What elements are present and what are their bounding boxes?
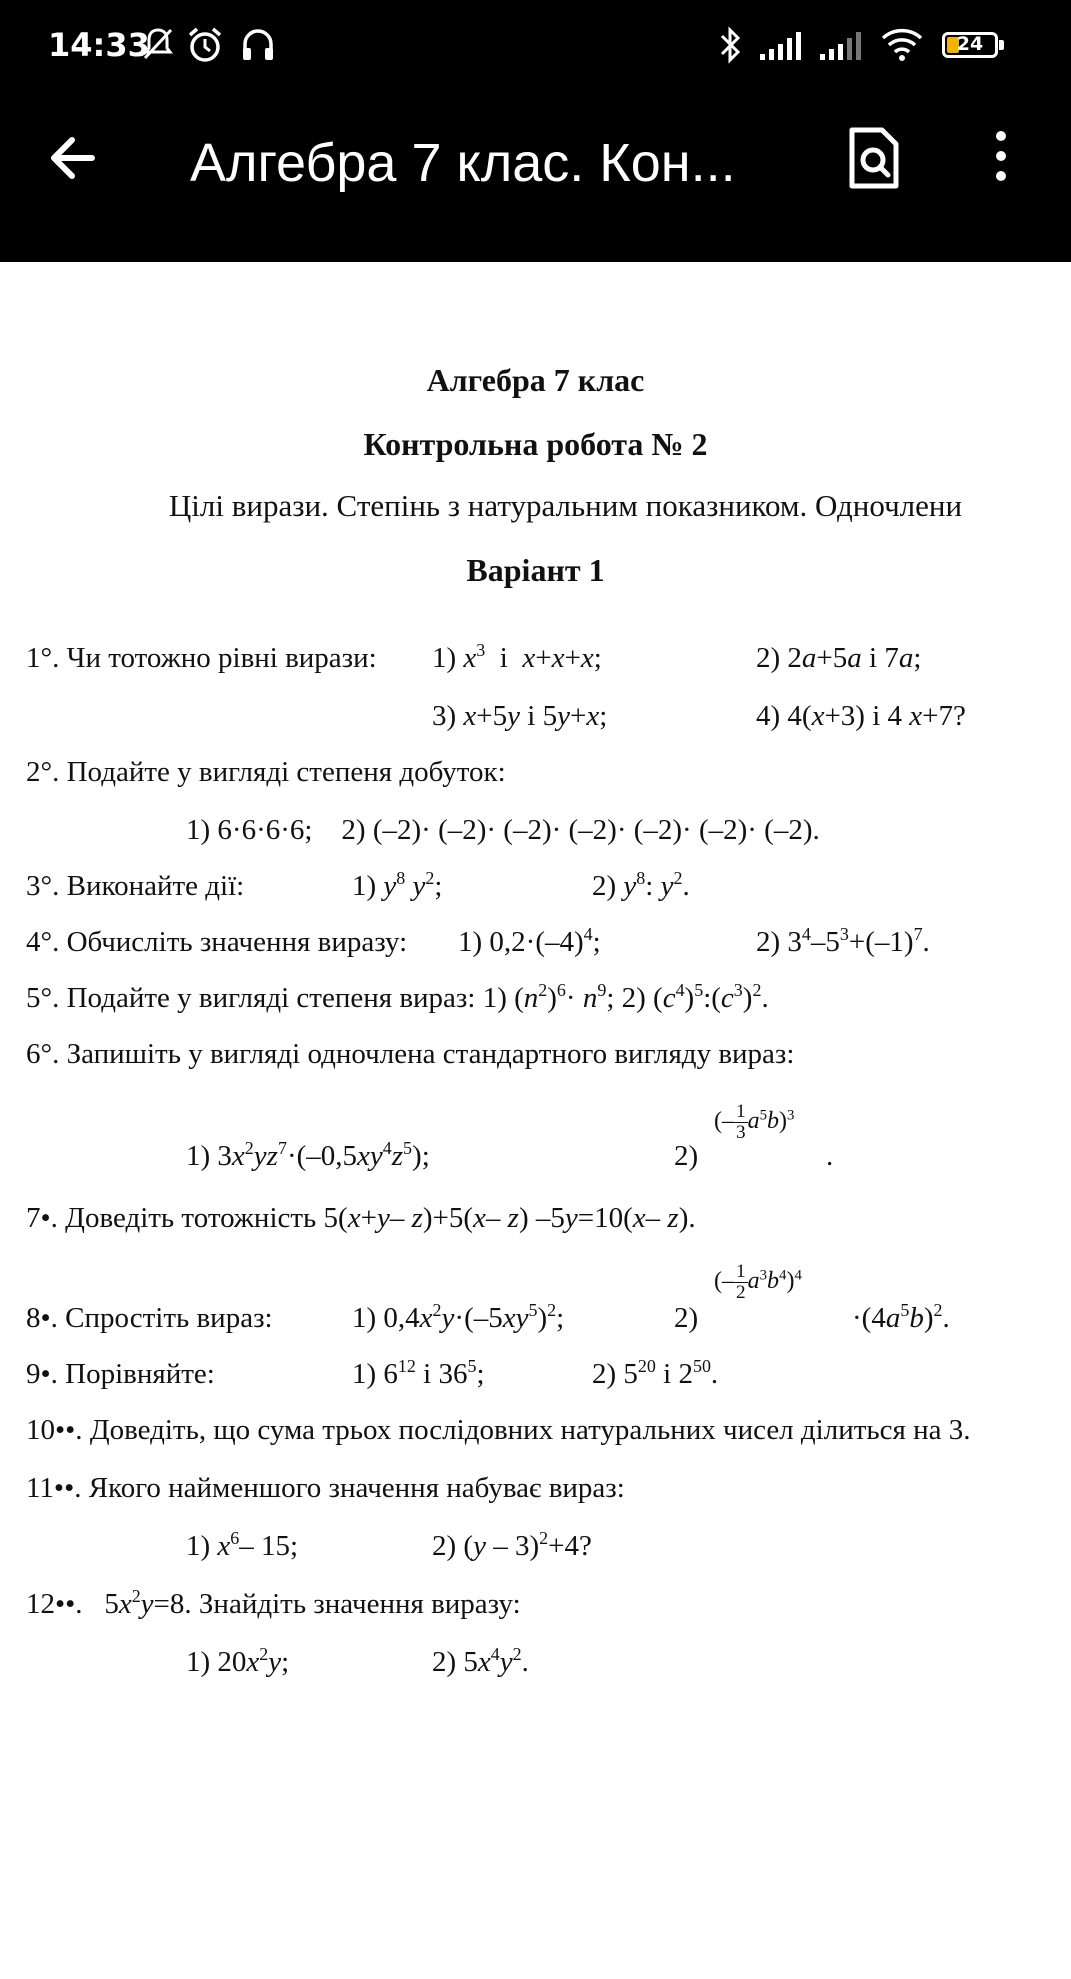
task-8: 8•. Спростіть вираз: <box>26 1302 273 1334</box>
task-11-item-1: 1) $x^6-$ 15; <box>186 1528 299 1562</box>
task-6-item-1: 1) $3x^2yz^7\cdot(-0,5xy^4z^5)$; <box>186 1138 430 1172</box>
task-12-item-1: 1) $20x^2y$; <box>186 1644 290 1678</box>
task-1-item-4: 4) 4(x+3) і 4 x+7? <box>756 700 966 732</box>
more-vert-icon[interactable] <box>986 126 1016 186</box>
alarm-icon <box>186 26 224 64</box>
task-12: 12••. $5x^2y=8$. Знайдіть значення виразу: <box>26 1586 521 1620</box>
top-bar <box>0 0 1071 262</box>
back-arrow-icon[interactable] <box>44 128 104 188</box>
task-6-item-2-expr: (– $\frac{1}{3}$ $a^5b)^3$ <box>714 1101 795 1144</box>
task-9-item-1: 1) $6^{12}$ і $36^5$; <box>352 1356 485 1390</box>
task-3-item-2: 2) $y^8$: $y^2$. <box>592 868 690 902</box>
task-6: 6°. Запишіть у вигляді одночлена стандартного вигляду вираз: <box>26 1038 795 1070</box>
task-3-item-1: 1) $y^8$ $y^2$; <box>352 868 443 902</box>
task-1-item-1: 1) $x^3$ і x+x+x; <box>432 640 602 674</box>
task-1: 1°. Чи тотожно рівні вирази: <box>26 642 377 674</box>
task-4: 4°. Обчисліть значення виразу: <box>26 926 408 958</box>
task-3: 3°. Виконайте дії: <box>26 870 245 902</box>
task-8-item-2-label: 2) <box>674 1302 699 1334</box>
battery-level: 24 <box>956 33 984 55</box>
headphones-icon <box>240 26 276 62</box>
task-2: 2°. Подайте у вигляді степеня добуток: <box>26 756 506 788</box>
mute-bell-icon <box>140 26 176 62</box>
wifi-icon <box>880 26 924 62</box>
heading-title: Алгебра 7 клас <box>426 362 645 398</box>
signal-icon <box>758 30 806 62</box>
task-4-item-2: 2) $3^4-5^3+(-1)^7$. <box>756 924 930 958</box>
task-10: 10••. Доведіть, що сума трьох послідовних натуральних чисел ділиться на 3. <box>26 1414 971 1446</box>
task-1-item-2: 2) 2a+5a і 7a; <box>756 642 922 674</box>
task-7: 7•. Доведіть тотожність 5(x+y– z)+5(x– z) –5y=10(x– z). <box>26 1202 696 1234</box>
heading-subtitle: Контрольна робота № 2 <box>363 426 708 462</box>
document-title: Алгебра 7 клас. Кон... <box>190 133 736 193</box>
task-4-item-1: 1) $0,2\cdot(-4)^4$; <box>458 924 601 958</box>
task-9: 9•. Порівняйте: <box>26 1358 215 1390</box>
task-5: 5°. Подайте у вигляді степеня вираз: 1) $(n^2)^6\cdot n^9$; 2) $(c^4)^5:(c^3)^2$. <box>26 980 769 1014</box>
task-8-item-2-tail: $\cdot(4a^5b)^2$. <box>852 1300 950 1334</box>
variant-heading: Варіант 1 <box>466 552 605 588</box>
topic-line: Цілі вирази. Степінь з натуральним показником. Одночлени <box>168 488 963 523</box>
task-1-item-3: 3) x+5y і 5y+x; <box>432 700 608 732</box>
task-6-item-2-label: 2) <box>674 1140 699 1172</box>
task-9-item-2: 2) $5^{20}$ і $2^{50}$. <box>592 1356 719 1390</box>
signal-icon <box>818 30 866 62</box>
task-11-item-2: 2) (y – 3)$^2$+4? <box>432 1528 592 1562</box>
status-time: 14:33 <box>48 26 150 64</box>
task-12-item-2: 2) $5x^4y^2$. <box>432 1644 529 1678</box>
document-page <box>0 262 1071 1979</box>
task-8-item-2-expr: (– $\frac{1}{2}$ $a^3b^4)^4$ <box>714 1261 802 1304</box>
battery-icon <box>942 32 998 58</box>
document-search-icon[interactable] <box>846 126 902 190</box>
task-11: 11••. Якого найменшого значення набуває вираз: <box>26 1472 625 1504</box>
task-6-item-2-dot: . <box>826 1140 834 1172</box>
bluetooth-icon <box>718 26 744 64</box>
task-2-items: 1) 6·6·6·6; 2) (–2)· (–2)· (–2)· (–2)· (–2)· (–2)· (–2). <box>186 814 820 846</box>
task-8-item-1: 1) $0,4x^2y\cdot(-5xy^5)^2$; <box>352 1300 565 1334</box>
